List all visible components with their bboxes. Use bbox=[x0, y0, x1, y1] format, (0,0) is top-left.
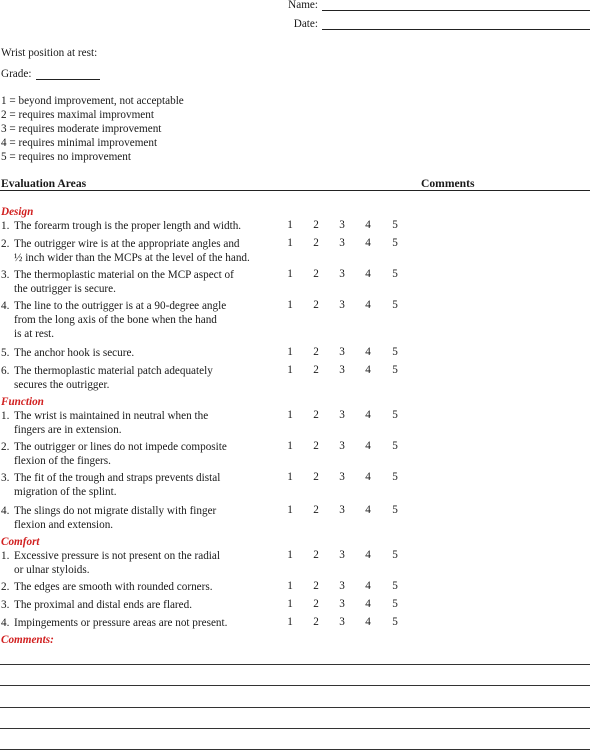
item-text-line: The thermoplastic material patch adequately bbox=[14, 365, 213, 377]
legend-item: 1 = beyond improvement, not acceptable bbox=[1, 95, 184, 107]
rating-option-3[interactable]: 3 bbox=[339, 598, 345, 610]
item-text-line: is at rest. bbox=[14, 328, 55, 341]
item-text-line: Excessive pressure is not present on the radial bbox=[14, 550, 220, 562]
rating-scale bbox=[276, 616, 406, 630]
rating-option-4[interactable]: 4 bbox=[365, 409, 371, 421]
rating-option-5[interactable]: 5 bbox=[392, 219, 398, 231]
item-number: 1. bbox=[1, 550, 10, 562]
item-text-line: The anchor hook is secure. bbox=[14, 347, 135, 359]
rating-option-2[interactable]: 2 bbox=[313, 549, 319, 561]
rating-option-2[interactable]: 2 bbox=[313, 219, 319, 231]
name-field[interactable] bbox=[322, 10, 590, 11]
comment-line[interactable] bbox=[0, 664, 590, 665]
item-text-line: Impingements or pressure areas are not present. bbox=[14, 617, 228, 629]
item-number: 3. bbox=[1, 599, 10, 611]
rating-option-4[interactable]: 4 bbox=[365, 549, 371, 561]
rating-scale bbox=[276, 409, 406, 423]
rating-option-2[interactable]: 2 bbox=[313, 237, 319, 249]
rating-option-1[interactable]: 1 bbox=[287, 409, 293, 421]
date-label: Date: bbox=[293, 18, 318, 30]
rating-scale bbox=[276, 471, 406, 485]
rating-option-3[interactable]: 3 bbox=[339, 346, 345, 358]
comment-line[interactable] bbox=[0, 728, 590, 729]
rating-scale bbox=[276, 440, 406, 454]
item-number: 4. bbox=[1, 617, 10, 629]
item-text-line: the outrigger is secure. bbox=[14, 283, 116, 296]
rating-option-3[interactable]: 3 bbox=[339, 409, 345, 421]
item-text-line: The proximal and distal ends are flared. bbox=[14, 599, 193, 611]
item-text-line: The fit of the trough and straps prevents distal bbox=[14, 472, 221, 484]
rating-option-1[interactable]: 1 bbox=[287, 299, 293, 311]
rating-option-4[interactable]: 4 bbox=[365, 364, 371, 376]
evaluation-areas-heading: Evaluation Areas bbox=[1, 177, 87, 190]
rating-scale bbox=[276, 237, 406, 251]
item-text-line: ½ inch wider than the MCPs at the level of the hand. bbox=[14, 252, 250, 265]
item-number: 2. bbox=[1, 441, 10, 453]
rating-option-1[interactable]: 1 bbox=[287, 219, 293, 231]
item-text-line: flexion and extension. bbox=[14, 519, 114, 532]
item-number: 4. bbox=[1, 300, 10, 312]
item-number: 1. bbox=[1, 410, 10, 422]
rating-option-5[interactable]: 5 bbox=[392, 549, 398, 561]
rating-option-1[interactable]: 1 bbox=[287, 471, 293, 483]
section-title-design: Design bbox=[1, 206, 34, 218]
rating-option-5[interactable]: 5 bbox=[392, 237, 398, 249]
rating-option-3[interactable]: 3 bbox=[339, 237, 345, 249]
rating-option-1[interactable]: 1 bbox=[287, 237, 293, 249]
rating-option-3[interactable]: 3 bbox=[339, 299, 345, 311]
rating-scale bbox=[276, 598, 406, 612]
rating-scale bbox=[276, 504, 406, 518]
rating-scale bbox=[276, 268, 406, 282]
item-text-line: The outrigger or lines do not impede composite bbox=[14, 441, 227, 453]
comment-line[interactable] bbox=[0, 707, 590, 708]
rating-option-2[interactable]: 2 bbox=[313, 268, 319, 280]
grade-field[interactable] bbox=[36, 79, 100, 80]
rating-option-5[interactable]: 5 bbox=[392, 471, 398, 483]
rating-scale bbox=[276, 219, 406, 233]
rating-option-1[interactable]: 1 bbox=[287, 504, 293, 516]
rating-option-5[interactable]: 5 bbox=[392, 409, 398, 421]
item-text-line: from the long axis of the bone when the hand bbox=[14, 314, 217, 327]
rating-option-2[interactable]: 2 bbox=[313, 616, 319, 628]
rating-option-4[interactable]: 4 bbox=[365, 580, 371, 592]
item-text-line: The thermoplastic material on the MCP aspect of bbox=[14, 269, 234, 281]
rating-option-3[interactable]: 3 bbox=[339, 549, 345, 561]
rating-option-3[interactable]: 3 bbox=[339, 268, 345, 280]
rating-option-1[interactable]: 1 bbox=[287, 549, 293, 561]
rating-option-4[interactable]: 4 bbox=[365, 598, 371, 610]
rating-option-2[interactable]: 2 bbox=[313, 471, 319, 483]
item-text-line: or ulnar styloids. bbox=[14, 564, 90, 577]
item-number: 2. bbox=[1, 581, 10, 593]
item-number: 2. bbox=[1, 238, 10, 250]
item-number: 5. bbox=[1, 347, 10, 359]
rating-scale bbox=[276, 580, 406, 594]
legend-item: 3 = requires moderate improvement bbox=[1, 123, 162, 135]
rating-option-3[interactable]: 3 bbox=[339, 219, 345, 231]
rating-scale bbox=[276, 299, 406, 313]
item-text-line: The line to the outrigger is at a 90-degree angle bbox=[14, 300, 227, 312]
rating-option-5[interactable]: 5 bbox=[392, 440, 398, 452]
rating-option-3[interactable]: 3 bbox=[339, 504, 345, 516]
rating-option-3[interactable]: 3 bbox=[339, 616, 345, 628]
comments-heading: Comments bbox=[421, 177, 475, 190]
item-text-line: The outrigger wire is at the appropriate angles and bbox=[14, 238, 240, 250]
rating-option-2[interactable]: 2 bbox=[313, 504, 319, 516]
item-text-line: The forearm trough is the proper length and width. bbox=[14, 220, 242, 232]
rating-option-2[interactable]: 2 bbox=[313, 409, 319, 421]
rating-option-5[interactable]: 5 bbox=[392, 299, 398, 311]
date-field[interactable] bbox=[322, 29, 590, 30]
rating-option-2[interactable]: 2 bbox=[313, 364, 319, 376]
rating-option-5[interactable]: 5 bbox=[392, 580, 398, 592]
item-text-line: fingers are in extension. bbox=[14, 424, 122, 437]
item-text-line: flexion of the fingers. bbox=[14, 455, 111, 468]
header-rule bbox=[0, 190, 590, 191]
rating-option-4[interactable]: 4 bbox=[365, 440, 371, 452]
item-number: 3. bbox=[1, 472, 10, 484]
section-title-comfort: Comfort bbox=[1, 536, 40, 548]
rating-scale bbox=[276, 346, 406, 360]
rating-option-4[interactable]: 4 bbox=[365, 346, 371, 358]
rating-scale bbox=[276, 549, 406, 563]
rating-option-4[interactable]: 4 bbox=[365, 299, 371, 311]
rating-option-4[interactable]: 4 bbox=[365, 237, 371, 249]
rating-option-5[interactable]: 5 bbox=[392, 346, 398, 358]
rating-option-1[interactable]: 1 bbox=[287, 598, 293, 610]
rating-option-1[interactable]: 1 bbox=[287, 580, 293, 592]
rating-option-4[interactable]: 4 bbox=[365, 504, 371, 516]
grade-label: Grade: bbox=[1, 68, 32, 80]
rating-option-2[interactable]: 2 bbox=[313, 299, 319, 311]
item-text-line: secures the outrigger. bbox=[14, 379, 110, 392]
rating-option-2[interactable]: 2 bbox=[313, 598, 319, 610]
rating-option-5[interactable]: 5 bbox=[392, 364, 398, 376]
rating-option-5[interactable]: 5 bbox=[392, 504, 398, 516]
legend-item: 4 = requires minimal improvement bbox=[1, 137, 158, 149]
rating-option-2[interactable]: 2 bbox=[313, 580, 319, 592]
rating-option-3[interactable]: 3 bbox=[339, 580, 345, 592]
item-number: 1. bbox=[1, 220, 10, 232]
rating-scale bbox=[276, 364, 406, 378]
rating-option-1[interactable]: 1 bbox=[287, 440, 293, 452]
rating-option-3[interactable]: 3 bbox=[339, 364, 345, 376]
rating-option-1[interactable]: 1 bbox=[287, 616, 293, 628]
comments-label: Comments: bbox=[1, 634, 54, 646]
name-label: Name: bbox=[288, 0, 318, 11]
comment-line[interactable] bbox=[0, 685, 590, 686]
rating-option-5[interactable]: 5 bbox=[392, 268, 398, 280]
rating-option-2[interactable]: 2 bbox=[313, 440, 319, 452]
section-title-function: Function bbox=[1, 396, 44, 408]
legend-item: 5 = requires no improvement bbox=[1, 151, 131, 163]
rating-option-4[interactable]: 4 bbox=[365, 268, 371, 280]
wrist-position-label: Wrist position at rest: bbox=[1, 47, 98, 59]
rating-option-1[interactable]: 1 bbox=[287, 364, 293, 376]
rating-option-4[interactable]: 4 bbox=[365, 219, 371, 231]
item-text-line: The wrist is maintained in neutral when the bbox=[14, 410, 209, 422]
item-text-line: migration of the splint. bbox=[14, 486, 117, 499]
rating-option-5[interactable]: 5 bbox=[392, 598, 398, 610]
rating-option-4[interactable]: 4 bbox=[365, 616, 371, 628]
rating-option-5[interactable]: 5 bbox=[392, 616, 398, 628]
item-text-line: The edges are smooth with rounded corners. bbox=[14, 581, 213, 593]
item-number: 6. bbox=[1, 365, 10, 377]
rating-option-3[interactable]: 3 bbox=[339, 471, 345, 483]
item-text-line: The slings do not migrate distally with finger bbox=[14, 505, 217, 517]
rating-option-1[interactable]: 1 bbox=[287, 268, 293, 280]
rating-option-4[interactable]: 4 bbox=[365, 471, 371, 483]
item-number: 3. bbox=[1, 269, 10, 281]
legend-item: 2 = requires maximal improvment bbox=[1, 109, 154, 121]
rating-option-3[interactable]: 3 bbox=[339, 440, 345, 452]
item-number: 4. bbox=[1, 505, 10, 517]
rating-option-2[interactable]: 2 bbox=[313, 346, 319, 358]
rating-option-1[interactable]: 1 bbox=[287, 346, 293, 358]
